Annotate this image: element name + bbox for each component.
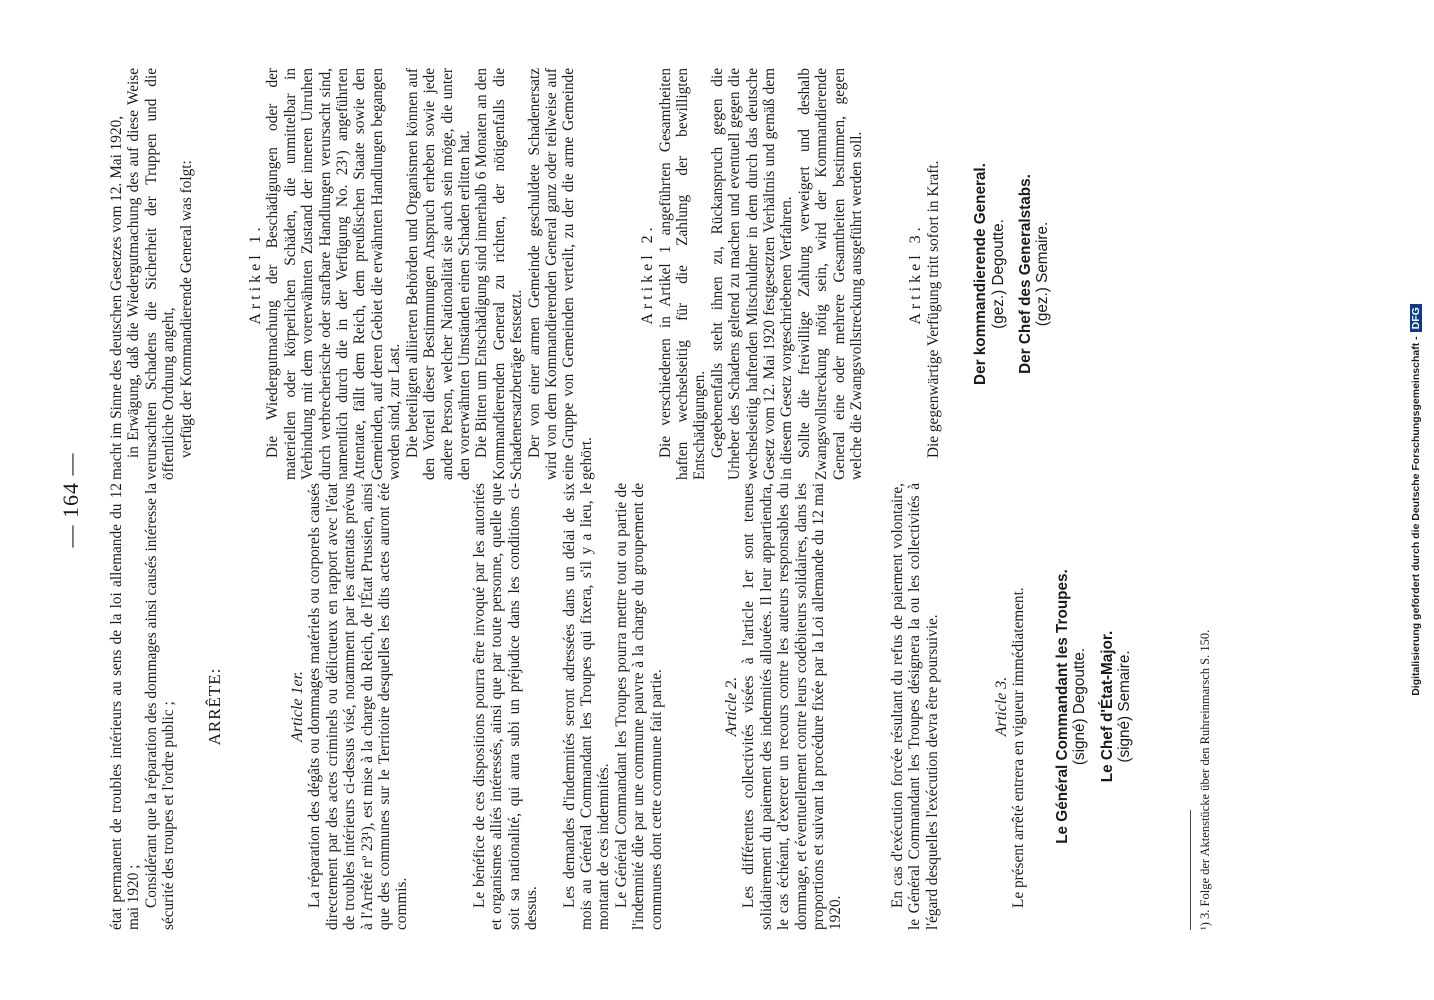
de-paragraph: macht im Sinne des deutschen Gesetzes vom 12. Mai 1920, — [108, 115, 125, 480]
de-signature-title: Der kommandierende General. — [972, 163, 990, 385]
de-paragraph: Die beteiligten alliierten Behörden und Organismen können auf den Vorteil dieser Bestimmungen Anspruch erheben sowie jede andere Person, welcher Nationalität sie auch sein möge, die unter den vorerwähnten Umständen einen Schaden erlitten hat. — [403, 68, 473, 480]
de-article-heading: Artikel 1. — [247, 223, 265, 325]
page-number: — 164 — — [58, 452, 83, 548]
fr-paragraph: Le présent arrêté entrera en vigueur immédiatement. — [1010, 587, 1028, 908]
footnote-rule — [1190, 810, 1191, 930]
de-article-heading: Artikel 3. — [907, 223, 925, 325]
de-signature-title: Der Chef des Generalstabs. — [1017, 174, 1035, 374]
fr-article-heading: Article 2. — [722, 676, 740, 737]
fr-signature-title: Le Général Commandant les Troupes. — [1053, 569, 1071, 844]
de-paragraph: Gegebenenfalls steht ihnen zu, Rückanspruch gegen die Urheber des Schadens geltend zu machen und eventuell gegen die wechselseitig haftenden Mitschuldner in dem durch das deutsche Gesetz vom 12. Mai 1920 festgesetzten Verhältnis und gemäß dem in diesem Gesetz vorgeschriebenen Verfahren. — [708, 68, 796, 480]
de-paragraph: Die Bitten um Entschädigung sind innerhalb 6 Monaten an den Kommandierenden General zu richten, der nötigenfalls die Schadenersatzbeträge festsetzt. — [473, 68, 526, 480]
fr-signature-title: Le Chef d'État-Major. — [1098, 630, 1116, 783]
fr-paragraph: Le bénéfice de ces dispositions pourra être invoqué par les autorités et organismes alliés intéressés, ainsi que par toute personne, quelle que soit sa nationalité, qui aura subi un préjudice dans les conditions ci-dessus. — [470, 483, 541, 930]
fr-paragraph: Les demandes d'indemnités seront adressées dans un délai de six mois au Général Commandant les Troupes qui fixera, s'il y a lieu, le montant de ces indemnités. — [560, 483, 613, 930]
de-paragraph: Der von einer armen Gemeinde geschuldete Schadenersatz wird von dem Kommandierenden General ganz oder teilweise auf eine Gruppe von Gemeinden verteilt, zu der die arme Gemeinde gehört. — [525, 68, 595, 480]
dfg-logo: DFG — [1410, 304, 1422, 332]
fr-paragraph: Les différentes collectivités visées à l'article 1er sont tenues solidairement du paiement des indemnités allouées. Il leur appartiendra, le cas échéant, d'exercer un recours contre les auteurs responsables du dommage, et éventuellement contre leurs codébiteurs solidaires, dans les proportions et suivant la procédure fixée par la Loi allemande du 12 mai 1920. — [740, 483, 845, 930]
de-paragraph: verfügt der Kommandierende General was folgt: — [177, 160, 195, 458]
de-paragraph: Sollte die freiwillige Zahlung verweigert und deshalb Zwangsvollstreckung nötig sein, wird der Kommandierende General eine oder mehrere Gesamtheiten bestimmen, gegen welche die Zwangsvollstreckung ausgeführt werden soll. — [795, 68, 866, 480]
fr-paragraph: Considérant que la réparation des dommages ainsi causés intéresse la sécurité des troupes et l'ordre public ; — [142, 483, 178, 930]
fr-article-heading: Article 3. — [993, 676, 1010, 737]
de-signature-name: (gez.) Degoutte. — [989, 219, 1007, 329]
de-article-heading: Artikel 2. — [639, 223, 657, 325]
fr-paragraph: état permanent de troubles intérieurs au sens de la loi allemande du 12 mai 1920 ; — [108, 483, 143, 930]
digitization-credit-text: Digitalisierung gefördert durch die Deutsche Forschungsgemeinschaft - — [1410, 336, 1422, 696]
fr-paragraph: Le Général Commandant les Troupes pourra mettre tout ou partie de l'indemnité dûe par une commune pauvre à la charge du groupement de communes dont cette commune fait partie. — [612, 483, 665, 930]
de-paragraph: Die verschiedenen in Artikel 1 angeführten Gesamtheiten haften wechselseitig für die Zahlung der bewilligten Entschädigungen. — [656, 68, 709, 480]
digitization-credit — [1410, 20, 1422, 980]
de-signature-name: (gez.) Semaire. — [1034, 221, 1052, 327]
fr-signature-name: (signé) Semaire. — [1116, 650, 1134, 763]
fr-arrete-heading: ARRÊTE: — [204, 667, 224, 746]
de-paragraph: Die Wiedergutmachung der Beschädigungen oder der materiellen oder körperlichen Schäden, die unmittelbar in Verbindung mit dem vorerwähnten Zustand der inneren Unruhen durch verbrecherische oder strafbare Handlungen verursacht sind, namentlich durch die in der Verfügung No. 23¹) angeführten Attentate, fällt dem Reich, dem preußischen Staate sowie den Gemeinden, auf deren Gebiet die erwähnten Handlungen begangen worden sind, zur Last. — [264, 68, 404, 480]
de-paragraph: in Erwägung, daß die Wiedergutmachung des auf diese Weise verursachten Schadens die Sicherheit der Truppen und die öffentliche Ordnung angeht, — [125, 68, 178, 480]
french-column — [108, 483, 1133, 930]
fr-paragraph: En cas d'exécution forcée résultant du refus de paiement volontaire, le Général Commandant les Troupes désignera la ou les collectivités à l'égard desquelles l'exécution devra être poursuivie. — [888, 483, 941, 930]
footnote: ¹) 3. Folge der Aktenstücke über den Ruhreinmarsch S. 150. — [1198, 629, 1212, 930]
fr-signature-name: (signé) Degoutte. — [1071, 647, 1089, 766]
fr-paragraph: La réparation des dégâts ou dommages matériels ou corporels causés directement par des actes criminels ou délictueux en rapport avec l'état de troubles intérieurs ci-dessus visé, notamment par les attentats prévus à l'Arrêté nº 23¹), est mise à la charge du Reich, de l'État Prussien, ainsi que des communes sur le Territoire desquelles les dits actes auront été commis. — [306, 483, 411, 930]
german-column — [108, 68, 1052, 480]
de-paragraph: Die gegenwärtige Verfügung tritt sofort in Kraft. — [924, 160, 942, 458]
fr-article-heading: Article 1er. — [289, 670, 307, 743]
